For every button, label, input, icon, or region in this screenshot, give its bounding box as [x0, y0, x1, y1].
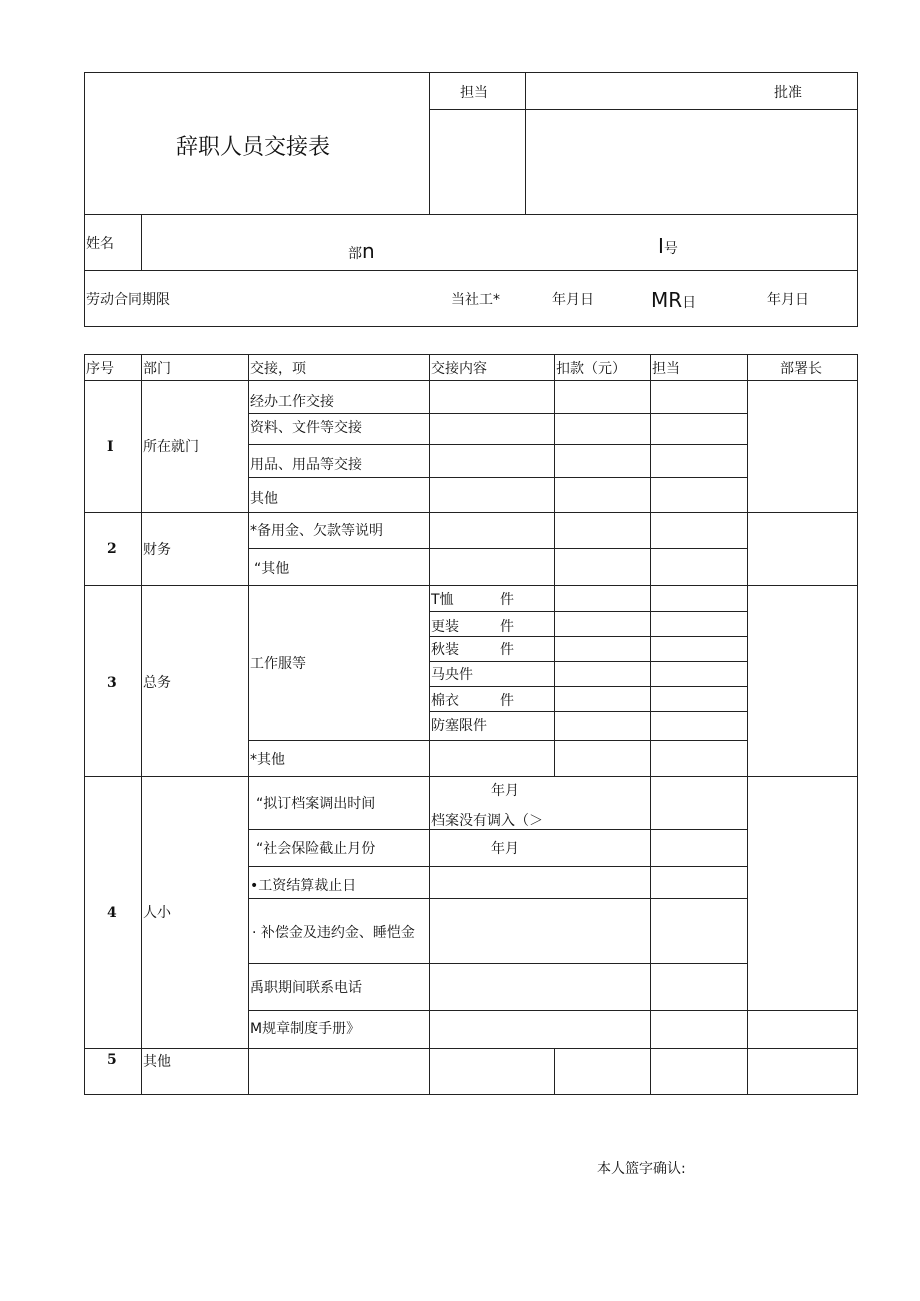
group-4-item: “拟订档案调出时间	[256, 796, 376, 812]
sub-item-name: 秋装	[431, 642, 459, 658]
id-label: I号	[658, 234, 678, 258]
group-2-item: “其他	[254, 561, 290, 577]
sub-item-name: 马央件	[431, 667, 473, 683]
group-1-item: 其他	[250, 491, 278, 507]
leave-label: MR日	[651, 288, 697, 312]
group-1-number: I	[107, 439, 114, 455]
leave-date: 年月日	[767, 292, 809, 308]
group-4-item: •工资结算裁止日	[250, 878, 357, 894]
group-4-item: · 补偿金及违约金、睡恺金	[252, 925, 415, 941]
col-header-dept: 部门	[143, 361, 171, 377]
col-header-deduction: 扣款（元）	[556, 361, 626, 377]
group-1-item: 经办工作交接	[250, 394, 334, 410]
group-4-item: 禹职期间联系电话	[250, 980, 362, 996]
group-2-number: 2	[107, 541, 117, 557]
sub-item-name: 更装	[431, 619, 459, 635]
dept-label: 部n	[348, 239, 375, 263]
insurance-month: 年月	[491, 841, 519, 857]
group-1-item: 资料、文件等交接	[250, 420, 362, 436]
group-3-dept: 总务	[143, 675, 171, 691]
sub-item-unit: 件	[500, 693, 514, 709]
sub-item-name: 棉衣	[431, 693, 459, 709]
group-4-item: M规章制度手册》	[250, 1021, 361, 1037]
group-2-item: *备用金、欠款等说明	[250, 523, 383, 539]
group-4-item: “社会保险截止月份	[256, 841, 376, 857]
in-charge-label: 担当	[460, 85, 488, 101]
sub-item-unit: 件	[500, 592, 514, 608]
signature-label: 本人篮字确认:	[597, 1161, 686, 1177]
group-3-number: 3	[107, 675, 117, 691]
col-header-item: 交接，项	[250, 361, 306, 377]
archive-note: 档案没有调入（＞	[431, 813, 543, 829]
group-4-dept: 人小	[143, 905, 171, 921]
archive-month: 年月	[491, 783, 519, 799]
sub-item-name: 防塞限件	[431, 718, 487, 734]
group-5-dept: 其他	[143, 1054, 171, 1070]
approve-label: 批准	[774, 85, 802, 101]
sub-item-name: T恤	[431, 592, 454, 608]
join-label: 当社工*	[451, 292, 500, 308]
col-header-charge: 担当	[652, 361, 680, 377]
sub-item-unit: 件	[500, 642, 514, 658]
col-header-no: 序号	[86, 361, 114, 377]
group-3-item: 工作服等	[250, 656, 306, 672]
col-header-manager: 部署长	[780, 361, 822, 377]
group-5-number: 5	[107, 1052, 117, 1068]
col-header-content: 交接内容	[431, 361, 487, 377]
group-1-item: 用品、用品等交接	[250, 457, 362, 473]
group-1-dept: 所在就门	[143, 439, 199, 455]
page-title: 辞职人员交接表	[176, 135, 331, 160]
join-date: 年月日	[552, 292, 594, 308]
group-2-dept: 财务	[143, 542, 171, 558]
contract-label: 劳动合同期限	[86, 292, 170, 308]
group-4-number: 4	[107, 905, 117, 921]
name-label: 姓名	[86, 236, 114, 252]
group-3-item: *其他	[250, 752, 285, 768]
sub-item-unit: 件	[500, 619, 514, 635]
